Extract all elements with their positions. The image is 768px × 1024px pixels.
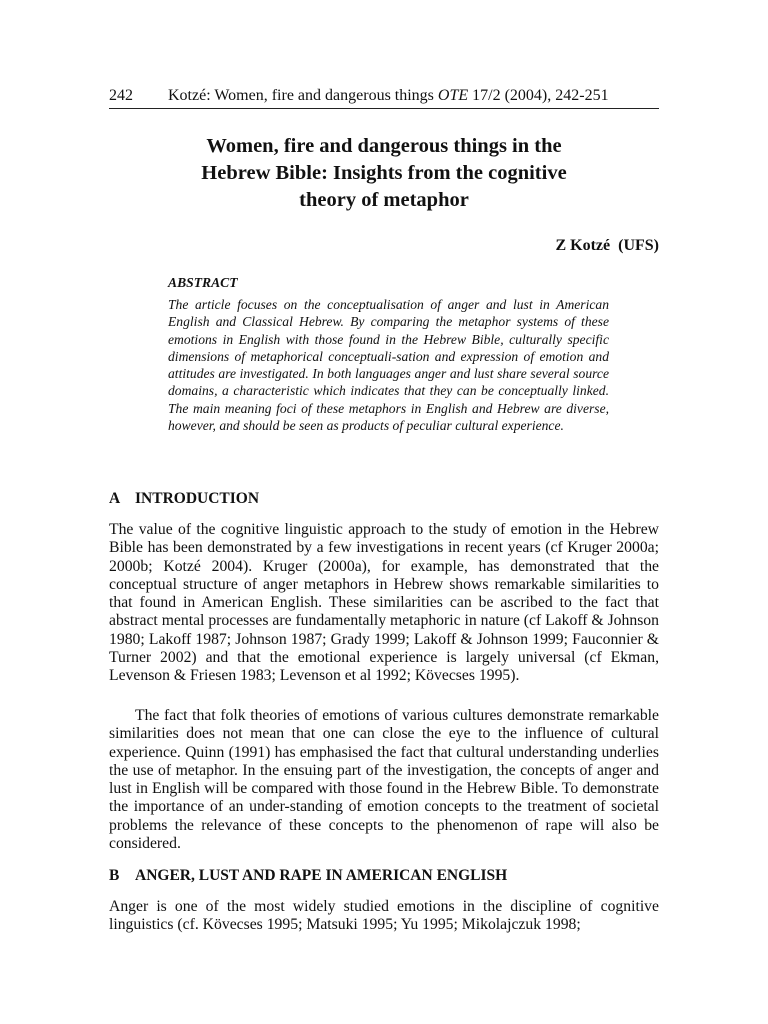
section-b-letter: B — [109, 867, 120, 884]
intro-paragraph-1: The value of the cognitive linguistic approach to the study of emotion in the Hebrew Bible has been demonstrated by a few investigations in recent years (cf Kruger 2000a; 2000b; Kotzé 2004). Kruger (2000a), for example, has demonstrated that the conceptual structure of anger metaphors in Hebrew shows remarkable similarities to that found in American English. These similarities can be ascribed to the fact that abstract mental processes are fundamentally metaphoric in nature (cf Lakoff & Johnson 1980; Lakoff 1987; Johnson 1987; Grady 1999; Lakoff & Johnson 1999; Fauconnier & Turner 2002) and that the emotional experience is largely universal (cf Ekman, Levenson & Friesen 1983; Levenson et al 1992; Kövecses 1995). — [109, 521, 659, 685]
article-title — [109, 133, 659, 214]
section-b-title: ANGER, LUST AND RAPE IN AMERICAN ENGLISH — [135, 867, 508, 884]
intro-paragraph-2: The fact that folk theories of emotions of various cultures demonstrate remarkable similarities does not mean that one can close the eye to the influence of cultural experience. Quinn (1991) has emphasised the fact that cultural understanding underlies the use of metaphor. In the ensuing part of the investigation, the concepts of anger and lust in English will be compared with those found in the Hebrew Bible. To demonstrate the importance of an under-standing of emotion concepts to the treatment of societal problems the relevance of these concepts to the phenomenon of rape will also be considered. — [109, 707, 659, 853]
title-line-3: theory of metaphor — [299, 189, 469, 211]
title-line-2: Hebrew Bible: Insights from the cognitive — [201, 162, 567, 184]
header-rule — [109, 108, 659, 109]
running-title: Kotzé: Women, fire and dangerous things — [168, 87, 438, 104]
section-a-letter: A — [109, 490, 121, 507]
title-line-1: Women, fire and dangerous things in the — [206, 135, 562, 157]
author-line: Z Kotzé (UFS) — [555, 237, 659, 254]
journal-name: OTE — [437, 87, 469, 104]
running-header — [109, 86, 659, 106]
journal-citation: 17/2 (2004), 242-251 — [468, 87, 609, 104]
section-a-heading — [109, 489, 259, 509]
abstract-heading: ABSTRACT — [168, 275, 238, 290]
section-b-heading — [109, 866, 507, 886]
abstract-body: The article focuses on the conceptualisation of anger and lust in American English and Classical Hebrew. By comparing the metaphor systems of these emotions in English with those found in the Hebrew Bible, culturally specific dimensions of metaphorical conceptuali-sation and expression of emotion and attitudes are investigated. In both languages anger and lust share several source domains, a characteristic which indicates that they can be conceptually linked. The main meaning foci of these metaphors in English and Hebrew are diverse, however, and should be seen as products of peculiar cultural experience. — [168, 297, 609, 434]
abstract — [168, 274, 609, 434]
section-a-title: INTRODUCTION — [135, 490, 260, 507]
page-number: 242 — [109, 87, 133, 104]
section-b-paragraph-1: Anger is one of the most widely studied emotions in the discipline of cognitive linguistics (cf. Kövecses 1995; Matsuki 1995; Yu 1995; Mikolajczuk 1998; — [109, 898, 659, 934]
paper-page — [109, 0, 659, 1024]
